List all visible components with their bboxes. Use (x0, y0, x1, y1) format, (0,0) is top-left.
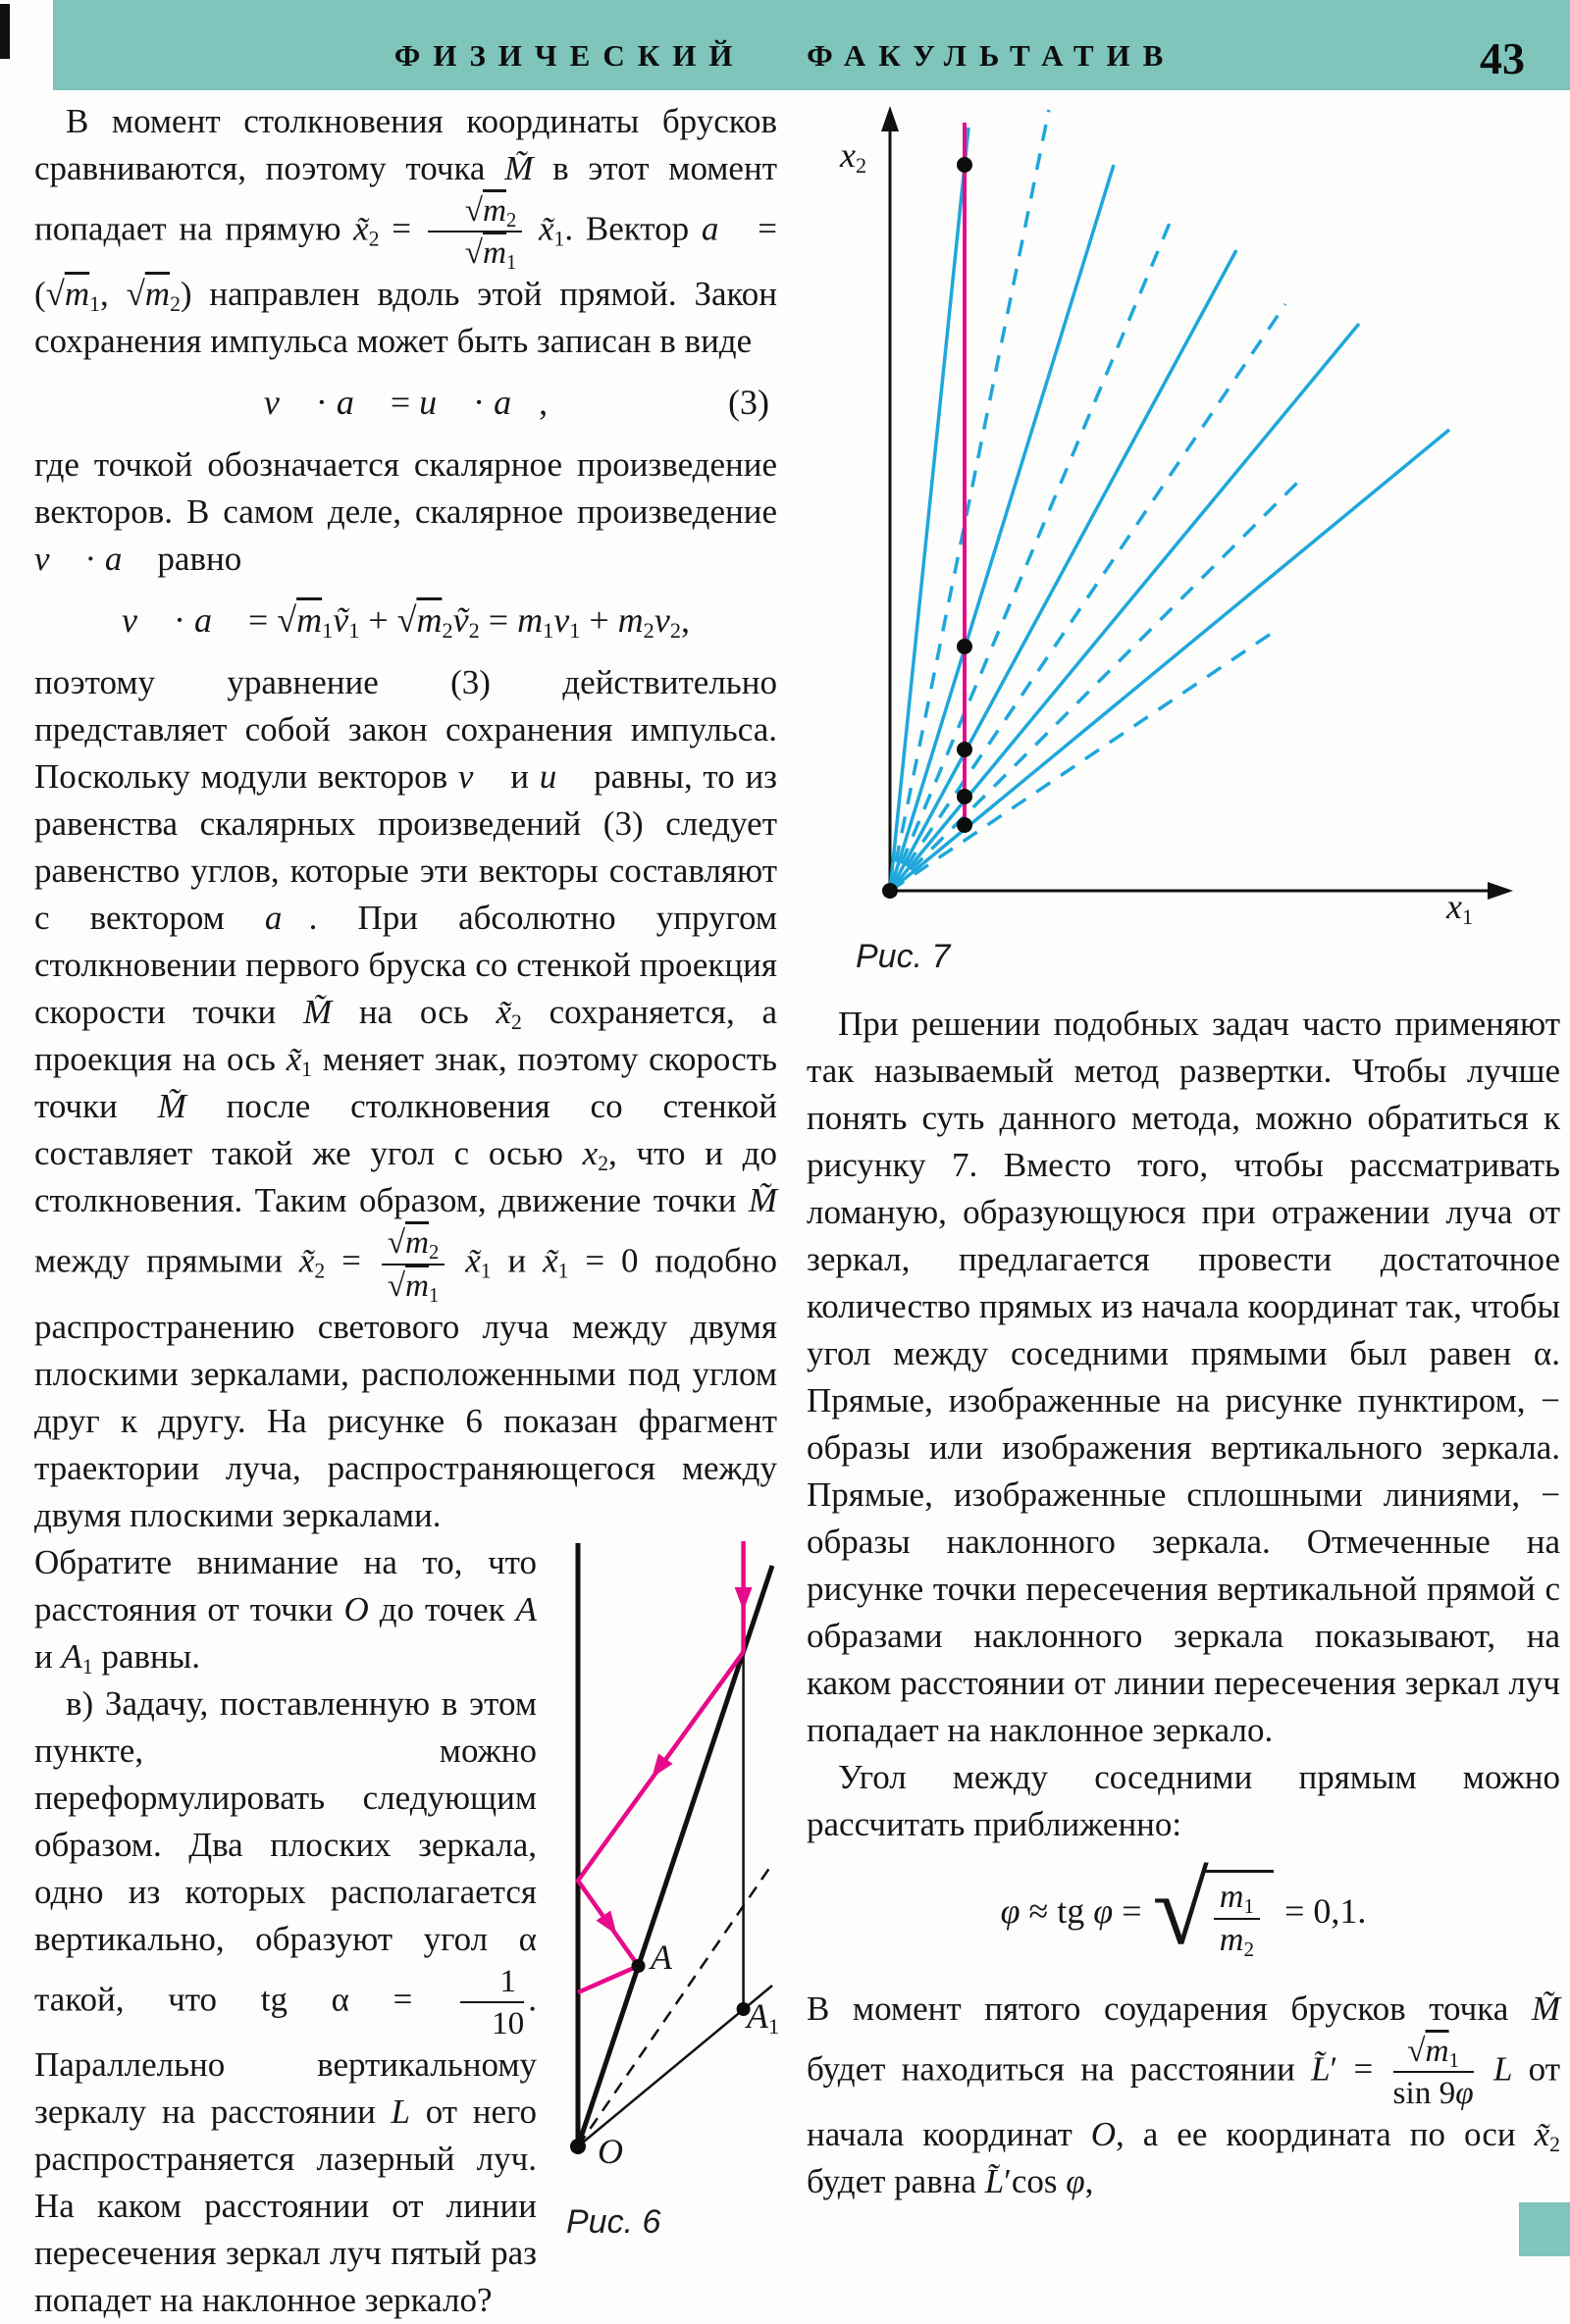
intersection-point-5 (957, 817, 972, 833)
right-column (807, 86, 1560, 2205)
solid-ray-2 (890, 165, 1114, 891)
paragraph-fifth-collision: В момент пятого соударения брусков точка M̃ будет находиться на расстоянии L̃′ = $\frac{√m_1}{\sin 9\varphi}$ L от начала координат O, а ее координата по оси $x̃_2$ будет равна L̃′cos φ, (807, 1988, 1560, 2201)
point-A (632, 1959, 646, 1973)
equation-3-body: v⃗ · a⃗ = u⃗ · a⃗, (263, 383, 549, 423)
paragraph-momentum-law: поэтому уравнение (3) действительно представляет собой закон сохранения импульса. Поскольку модули векторов v⃗ и u⃗ равны, то из равенства скалярных произведений (3) следует равенство углов, которые эти векторы составляют с вектором a⃗. При абсолютно упругом столкновении первого бруска со стенкой проекция скорости точки M̃ на ось $x̃_2$ сохраняется, а проекция на ось $x̃_1$ меняет знак, поэтому скорость точки M̃ после столкновения со стенкой составляет такой же угол с осью $x_2$, что и до столкновения. Таким образом, движение точки M̃ между прямыми $x̃_2$ = $\frac{√m_2}{√m_1}$ $x̃_1$ и $x̃_1 = 0$ подобно распространению светового луча между двумя плоскими зеркалами, расположенными под углом друг к другу. На рисунке 6 показан фрагмент траектории луча, распространяющегося между двумя плоскими зеркалами. (34, 663, 778, 1534)
solid-ray-1 (890, 128, 968, 891)
equation-3-number: (3) (728, 383, 769, 423)
label-x1-axis: $x_1$ (1446, 887, 1474, 930)
laser-ray-arrowheads (596, 1587, 752, 1939)
paragraph-distances-equal: Обратите внимание на то, что расстояния от точки O до точек A и $A_1$ равны. (34, 1542, 537, 1678)
solid-ray-5 (890, 430, 1449, 891)
label-point-A: A (651, 1937, 672, 1977)
label-point-A1: $A_1$ (747, 1995, 780, 2040)
intersection-point-3 (957, 742, 972, 757)
intersection-point-4 (957, 789, 972, 804)
left-column (34, 98, 780, 2324)
bottom-row (34, 1539, 780, 2324)
dashed-ray-4 (890, 481, 1299, 891)
paragraph-problem-v: в) Задачу, поставленную в этом пункте, можно переформулировать следующим образом. Два плоских зеркала, одно из которых располагается вертикально, образуют угол α такой, что tg α = $\frac{1}{10}$ . Параллельно вертикальному зеркалу на расстоянии L от него распространяется лазерный луч. На каком расстоянии от линии пересечения зеркал луч пятый раз попадет на наклонное зеркало? (34, 1683, 537, 2320)
origin-point (882, 883, 898, 899)
equation-scalar-product: v⃗ · a⃗ = $√m_1ṽ_1$ + $√m_2ṽ_2 = m_1v_1 + m_2v_2$, (122, 600, 690, 644)
paragraph-scalar-product: где точкой обозначается скалярное произведение векторов. В самом деле, скалярное произведение v⃗ · a⃗ равно (34, 445, 777, 579)
equation-phi: φ ≈ tg φ = √ $\frac{m_1}{m_2}$ = 0,1. (1000, 1852, 1367, 1966)
figure-6-caption: Рис. 6 (566, 2202, 661, 2241)
x2-axis-arrow (881, 106, 899, 131)
ray-arrow-down (735, 1587, 753, 1611)
figure-7 (807, 86, 1560, 930)
figure-7-drawing (807, 86, 1560, 922)
dashed-ray-2 (890, 221, 1171, 891)
figure-6-points (570, 1959, 751, 2154)
point-O (570, 2139, 586, 2154)
dashed-ray-5 (890, 628, 1280, 891)
journal-section-title: ФИЗИЧЕСКИЙ ФАКУЛЬТАТИВ (393, 38, 1177, 73)
dashed-ray-1 (890, 110, 1049, 891)
paragraph-collision-coordinates: В момент столкновения координаты брусков сравниваются, поэтому точка M̃ в этот момент попадает на прямую $x̃_2$ = $\frac{√m_2}{√m_1}$ $x̃_1$. Вектор a⃗ = ($√m_1$, $√m_2$) направлен вдоль этой прямой. Закон сохранения импульса может быть записан в виде (34, 102, 777, 361)
equation-3 (34, 379, 777, 426)
narrow-text-block (34, 1539, 537, 2324)
page-number: 43 (1480, 33, 1525, 83)
paragraph-angle-between-lines: Угол между соседними прямым можно рассчитать приближенно: (807, 1758, 1560, 1843)
solid-rays-inclined-mirror-images (890, 128, 1449, 891)
solid-ray-3 (890, 250, 1236, 891)
figure-6 (537, 1539, 780, 2241)
intersection-point-1 (957, 157, 972, 173)
figure-7-caption: Рис. 7 (856, 938, 951, 975)
corner-decoration-square (1519, 2202, 1570, 2256)
x1-axis-arrow (1488, 882, 1513, 900)
axis-arrowheads (881, 106, 1513, 900)
intersection-point-2 (957, 639, 972, 654)
label-x2-axis: $x_2$ (840, 135, 867, 179)
paragraph-unfolding-method: При решении подобных задач часто применяют так называемый метод развертки. Чтобы лучше понять суть данного метода, можно обратиться к рисунку 7. Вместо того, чтобы рассматривать ломаную, образующуюся при отражении луча от зеркал, предлагается провести достаточное количество прямых из начала координат так, чтобы угол между соседними прямыми был равен α. Прямые, изображенные на рисунке пунктиром, − образы или изображения вертикального зеркала. Прямые, изображенные сплошными линиями, − образы наклонного зеркала. Отмеченные на рисунке точки пересечения вертикальной прямой с образами наклонного зеркала показывают, на каком расстоянии от линии пересечения зеркал луч попадает на наклонное зеркало. (807, 1005, 1560, 1749)
label-point-O: O (598, 2131, 623, 2171)
solid-ray-4 (890, 324, 1359, 891)
figure-6-drawing (537, 1539, 780, 2187)
